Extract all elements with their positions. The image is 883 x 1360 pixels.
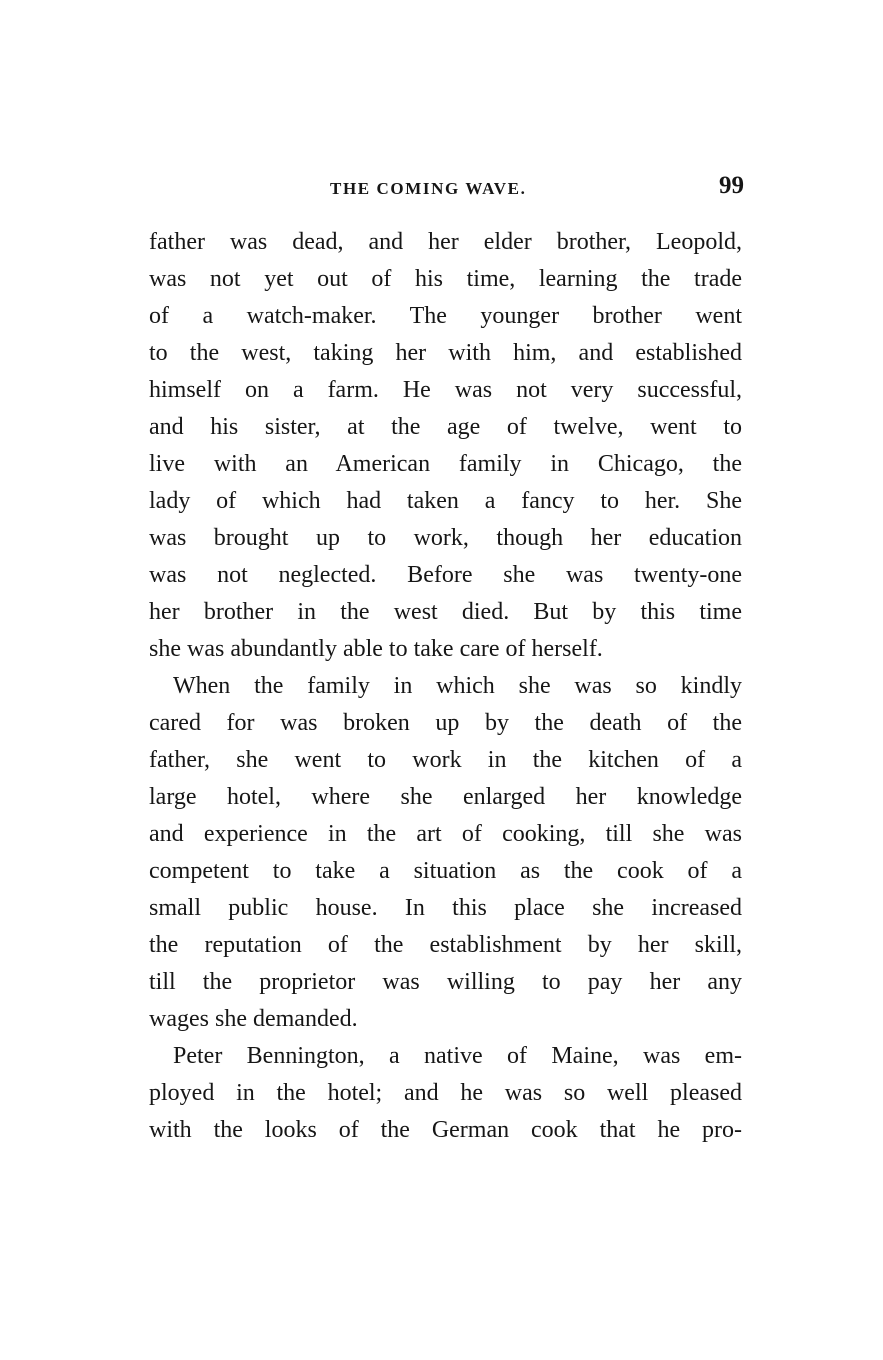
paragraph-end-line: wages she demanded. [149,1006,358,1032]
paragraph-end-line: she was abundantly able to take care of herself. [149,636,603,662]
text-line: live with an American family in Chicago, the [149,451,742,477]
text-line: competent to take a situation as the cook of a [149,858,742,884]
text-line: small public house. In this place she increased [149,895,742,921]
text-line: her brother in the west died. But by this time [149,599,742,625]
text-line: to the west, taking her with him, and established [149,340,742,366]
text-line: father was dead, and her elder brother, Leopold, [149,229,742,255]
text-line: was brought up to work, though her education [149,525,742,551]
text-line: cared for was broken up by the death of the [149,710,742,736]
text-line: himself on a farm. He was not very successful, [149,377,742,403]
text-line: the reputation of the establishment by her skill, [149,932,742,958]
paragraph-start-line: Peter Bennington, a native of Maine, was em- [173,1043,742,1069]
text-line: father, she went to work in the kitchen of a [149,747,742,773]
text-line: with the looks of the German cook that he pro- [149,1117,742,1143]
text-line: was not neglected. Before she was twenty-one [149,562,742,588]
body-text [149,224,742,1149]
text-line: was not yet out of his time, learning the trade [149,266,742,292]
paragraph-start-line: When the family in which she was so kindly [173,673,742,699]
text-line: and his sister, at the age of twelve, went to [149,414,742,440]
running-head [150,172,746,204]
text-line: till the proprietor was willing to pay her any [149,969,742,995]
text-line: large hotel, where she enlarged her knowledge [149,784,742,810]
text-line: lady of which had taken a fancy to her. She [149,488,742,514]
page-number: 99 [719,172,744,199]
text-line: and experience in the art of cooking, till she was [149,821,742,847]
text-line: ployed in the hotel; and he was so well pleased [149,1080,742,1106]
running-title: THE COMING WAVE. [330,179,527,198]
text-line: of a watch-maker. The younger brother went [149,303,742,329]
